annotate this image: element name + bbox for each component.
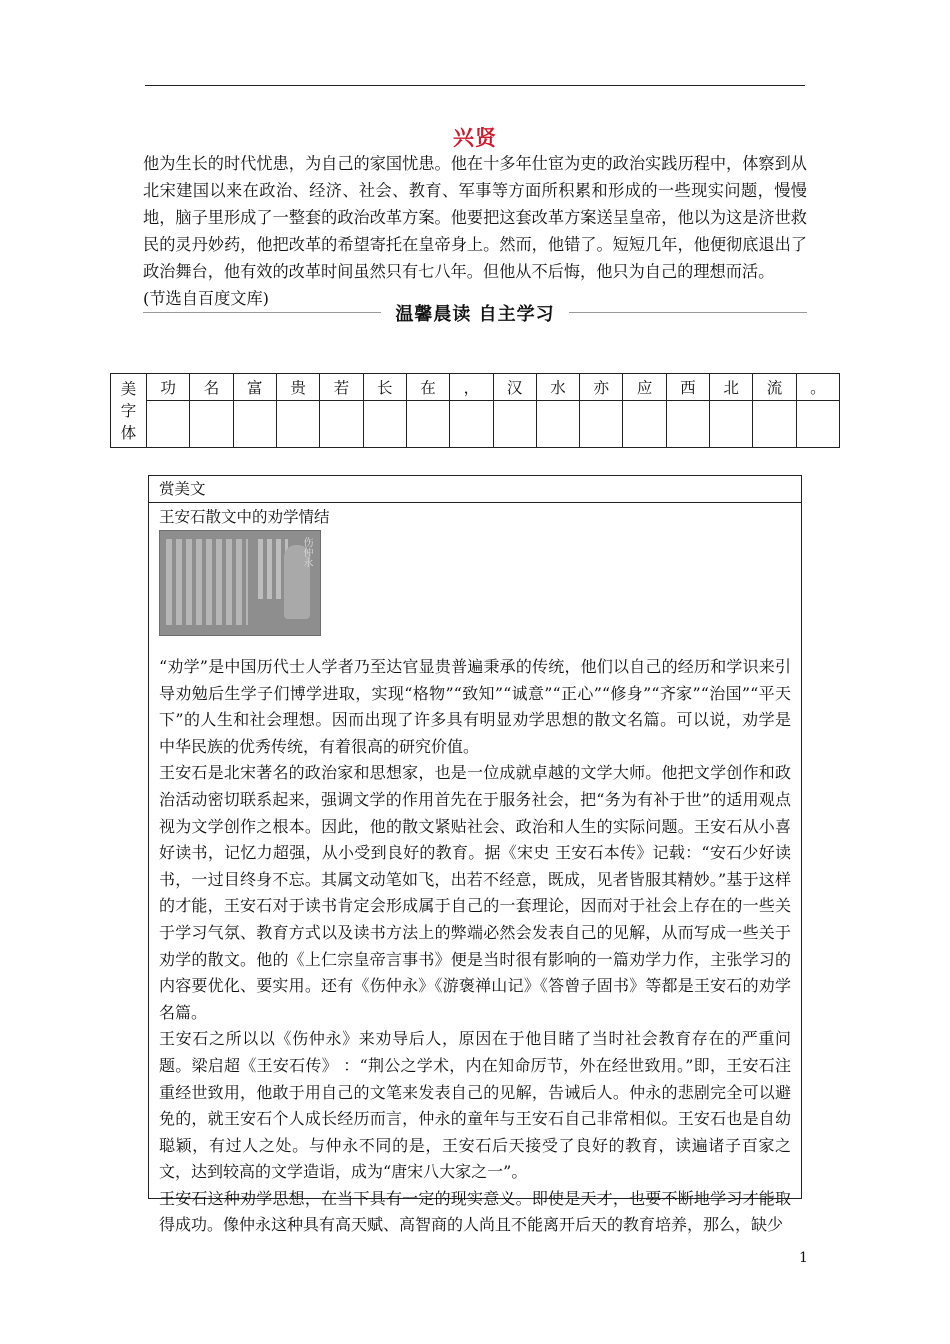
char-cell: 汉 bbox=[493, 374, 536, 401]
practice-cell[interactable] bbox=[753, 401, 796, 448]
banner-rule-right bbox=[569, 312, 807, 313]
practice-cell[interactable] bbox=[623, 401, 666, 448]
practice-cell[interactable] bbox=[450, 401, 493, 448]
side-label-1: 美 bbox=[120, 379, 137, 398]
practice-cell[interactable] bbox=[276, 401, 319, 448]
char-cell: ， bbox=[450, 374, 493, 401]
essay-illustration bbox=[159, 530, 321, 636]
char-cell: 若 bbox=[320, 374, 363, 401]
char-cell: 。 bbox=[796, 374, 839, 401]
char-cell: 北 bbox=[710, 374, 753, 401]
intro-passage bbox=[143, 150, 807, 312]
char-cell: 名 bbox=[190, 374, 233, 401]
practice-cell[interactable] bbox=[580, 401, 623, 448]
intro-text: 他为生长的时代忧患，为自己的家国忧患。他在十多年仕宦为吏的政治实践历程中，体察到从北宋建国以来在政治、经济、社会、教育、军事等方面所积累和形成的一些现实问题，慢慢地，脑子里形成了一整套的政治改革方案。他要把这套改革方案送呈皇帝，他以为这是济世救民的灵丹妙药，他把改革的希望寄托在皇帝身上。然而，他错了。短短几年，他便彻底退出了政治舞台，他有效的改革时间虽然只有七八年。但他从不后悔，他只为自己的理想而活。 bbox=[143, 154, 807, 281]
practice-cell[interactable] bbox=[406, 401, 449, 448]
illustration-caption: 伤仲永 bbox=[301, 537, 312, 567]
side-label-3: 体 bbox=[120, 423, 137, 442]
practice-cell[interactable] bbox=[147, 401, 190, 448]
essay-paragraph: 王安石之所以以《伤仲永》来劝导后人，原因在于他目睹了当时社会教育存在的严重问题。梁启超《王安石传》 ：“荆公之学术，内在知命厉节，外在经世致用。”即，王安石注重经世致用，他敢于用自己的文笔来发表自己的见解，告诫后人。仲永的悲剧完全可以避免的，就王安石个人成长经历而言，仲永的童年与王安石自己非常相似。王安石也是自幼聪颖，有过人之处。与仲永不同的是，王安石后天接受了良好的教育，读遍诸子百家之文，达到较高的文学造诣，成为“唐宋八大家之一”。 bbox=[159, 1029, 791, 1182]
essay-paragraph: “劝学”是中国历代士人学者乃至达官显贵普遍秉承的传统，他们以自己的经历和学识来引导劝勉后生学子们博学进取，实现“格物”“致知”“诚意”“正心”“修身”“齐家”“治国”“平天下”的人生和社会理想。因而出现了许多具有明显劝学思想的散文名篇。可以说，劝学是中华民族的优秀传统，有着很高的研究价值。 bbox=[159, 657, 791, 756]
practice-cell[interactable] bbox=[666, 401, 709, 448]
char-cell: 应 bbox=[623, 374, 666, 401]
practice-cell[interactable] bbox=[190, 401, 233, 448]
practice-cell[interactable] bbox=[710, 401, 753, 448]
char-cell: 富 bbox=[233, 374, 276, 401]
calligraphy-table bbox=[110, 373, 840, 448]
section-banner bbox=[143, 300, 807, 326]
essay-box bbox=[148, 475, 802, 1235]
practice-cell[interactable] bbox=[536, 401, 579, 448]
char-cell: 水 bbox=[536, 374, 579, 401]
intro-source: (节选自百度文库) bbox=[143, 289, 269, 308]
practice-cell[interactable] bbox=[493, 401, 536, 448]
essay-header: 赏美文 bbox=[149, 476, 801, 503]
essay-paragraph: 王安石这种劝学思想，在当下具有一定的现实意义。即使是天才，也要不断地学习才能取得成功。像仲永这种具有高天赋、高智商的人尚且不能离开后天的教育培养，那么，缺少 bbox=[159, 1188, 791, 1235]
char-cell: 流 bbox=[753, 374, 796, 401]
char-cell: 西 bbox=[666, 374, 709, 401]
char-cell: 功 bbox=[147, 374, 190, 401]
header-rule bbox=[145, 85, 805, 86]
essay-paragraph: 王安石是北宋著名的政治家和思想家，也是一位成就卓越的文学大师。他把文学创作和政治活动密切联系起来，强调文学的作用首先在于服务社会，把“务为有补于世”的适用观点视为文学创作之根本。因此，他的散文紧贴社会、政治和人生的实际问题。王安石从小喜好读书，记忆力超强，从小受到良好的教育。据《宋史 王安石本传》记载：“安石少好读书，一过目终身不忘。其属文动笔如飞，出若不经意，既成，见者皆服其精妙。”基于这样的才能，王安石对于读书肯定会形成属于自己的一套理论，因而对于社会上存在的一些关于学习气氛、教育方式以及读书方法上的弊端必然会发表自己的见解，从而写成一些关于劝学的散文。他的《上仁宗皇帝言事书》便是当时很有影响的一篇劝学力作，主张学习的内容要优化、要实用。还有《伤仲永》《游褒禅山记》《答曾子固书》等都是王安石的劝学名篇。 bbox=[159, 763, 791, 1022]
banner-text: 温馨晨读 自主学习 bbox=[395, 304, 555, 325]
essay-body bbox=[149, 636, 801, 1239]
char-cell: 长 bbox=[363, 374, 406, 401]
page-title: 兴贤 bbox=[453, 126, 497, 150]
char-cell: 亦 bbox=[580, 374, 623, 401]
side-label-2: 字 bbox=[120, 401, 137, 420]
practice-cell[interactable] bbox=[796, 401, 839, 448]
practice-cell[interactable] bbox=[320, 401, 363, 448]
char-cell: 在 bbox=[406, 374, 449, 401]
practice-cell[interactable] bbox=[363, 401, 406, 448]
practice-cell[interactable] bbox=[233, 401, 276, 448]
essay-subtitle: 王安石散文中的劝学情结 bbox=[159, 508, 330, 526]
page-number: 1 bbox=[799, 1250, 808, 1266]
calligraphy-panel bbox=[166, 539, 248, 625]
char-cell: 贵 bbox=[276, 374, 319, 401]
table-side-label bbox=[111, 374, 147, 448]
